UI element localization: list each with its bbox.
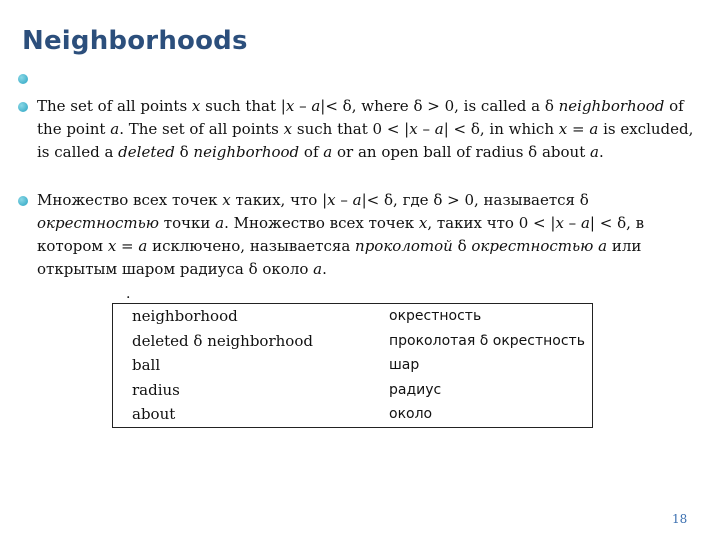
text-run: окрестностью (471, 237, 594, 255)
text-run: x (558, 120, 568, 138)
term-english: radius (132, 380, 180, 399)
text-run: – (563, 214, 581, 232)
slide-title: Neighborhoods (22, 26, 248, 56)
text-run: of the point (37, 97, 684, 138)
page-number: 18 (672, 512, 688, 526)
text-run: The set of all points (37, 97, 192, 115)
text-run: a (323, 143, 333, 161)
text-run: or an open ball of radius δ about (332, 143, 591, 161)
text-run: δ (452, 237, 472, 255)
term-english: ball (132, 356, 161, 375)
table-row (113, 353, 593, 378)
text-run: – (417, 120, 435, 138)
text-run: | < δ, в котором (37, 214, 645, 255)
table-row (113, 329, 593, 354)
paragraph-russian (37, 189, 705, 281)
text-run: a (580, 214, 590, 232)
text-run: . (322, 260, 327, 278)
term-english: about (132, 405, 176, 424)
glossary-table (112, 303, 593, 428)
text-run: x (418, 214, 428, 232)
term-russian: окрестность (389, 308, 482, 325)
text-run: x (191, 97, 201, 115)
term-russian: проколотая δ окрестность (389, 332, 585, 349)
stray-dot: . (126, 286, 131, 302)
text-run: deleted (118, 143, 175, 161)
text-run: δ (174, 143, 194, 161)
text-run: a (598, 237, 608, 255)
text-run: |< δ, где δ > 0, называется δ (361, 191, 589, 209)
text-run: x (222, 191, 231, 209)
text-run: | < δ, in which (443, 120, 559, 138)
text-run: x (283, 120, 293, 138)
text-run: = (116, 237, 139, 255)
text-run: . The set of all points (119, 120, 284, 138)
text-run: a (215, 214, 225, 232)
bullet-icon (18, 102, 28, 112)
text-run: a (434, 120, 444, 138)
text-run: of (299, 143, 324, 161)
term-russian: радиус (389, 381, 442, 398)
term-russian: около (389, 406, 433, 423)
text-run: . (598, 143, 604, 161)
text-run: x (107, 237, 117, 255)
text-run: |< δ, where δ > 0, is called a δ (320, 97, 559, 115)
text-run: = (567, 120, 590, 138)
text-run: a (311, 97, 321, 115)
text-run: neighborhood (558, 97, 665, 115)
term-english: deleted δ neighborhood (132, 331, 313, 350)
text-run: is excluded, is called a (37, 120, 694, 161)
text-run: such that | (200, 97, 286, 115)
table-row (113, 378, 593, 403)
text-run: x (327, 191, 336, 209)
term-english: neighborhood (132, 307, 238, 326)
text-run: a (590, 143, 599, 161)
text-run: x (409, 120, 418, 138)
text-run: a (110, 120, 120, 138)
text-run: x (285, 97, 295, 115)
text-run: x (555, 214, 564, 232)
text-run: окрестностью (37, 214, 159, 232)
text-run: или открытым шаром радиуса δ около (37, 237, 642, 278)
text-run: – (294, 97, 312, 115)
text-run: точки (159, 214, 216, 232)
empty-bullet-icon (18, 74, 28, 84)
term-russian: шар (389, 357, 420, 374)
text-run: , таких что 0 < | (427, 214, 556, 232)
text-run: . Множество всех точек (224, 214, 419, 232)
text-run: – (335, 191, 353, 209)
text-run: such that 0 < | (292, 120, 410, 138)
text-run: Множество всех точек (37, 191, 223, 209)
bullet-icon (18, 196, 28, 206)
table-row (113, 304, 593, 329)
text-run: a (138, 237, 148, 255)
text-run: таких, что | (230, 191, 328, 209)
text-run: проколотой (355, 237, 453, 255)
text-run: a (589, 120, 599, 138)
text-run: neighborhood (193, 143, 300, 161)
text-run: a (313, 260, 323, 278)
text-run: исключено, называетсяа (147, 237, 356, 255)
paragraph-english (37, 95, 705, 164)
table-row (113, 402, 593, 427)
text-run: a (352, 191, 362, 209)
